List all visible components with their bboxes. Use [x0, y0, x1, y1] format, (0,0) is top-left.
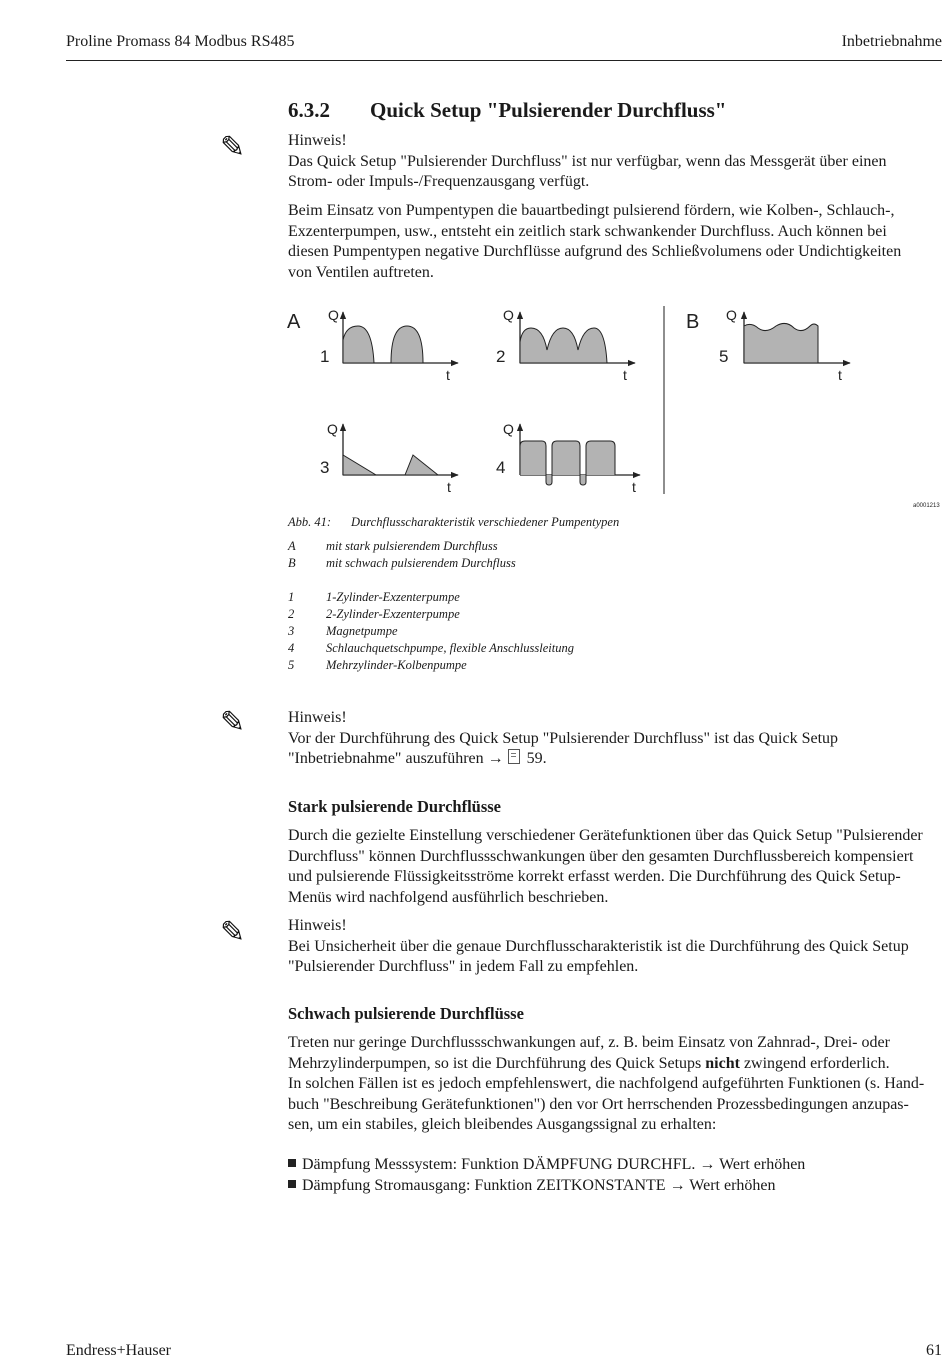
- note-1-line: Strom- oder Impuls-/Frequenzausgang verfügt.: [288, 173, 590, 190]
- paragraph-line: Durchfluss" können Durchflussschwankungen über den gesamten Durchflussbereich kompensiert: [288, 847, 914, 865]
- strong-pulsation-heading: Stark pulsierende Durchflüsse: [288, 797, 502, 816]
- legend-text: mit stark pulsierendem Durchfluss: [326, 539, 498, 553]
- note-1-label: Hinweis!: [288, 132, 347, 149]
- note-1-line: Das Quick Setup "Pulsierender Durchfluss" ist nur verfügbar, wenn das Messgerät über einen: [288, 152, 887, 170]
- legend-key: 5: [288, 658, 295, 672]
- legend-item-row: [288, 624, 398, 639]
- bullet-item: [288, 1155, 943, 1176]
- plot-2: [496, 307, 635, 383]
- axis-t-label: t: [632, 479, 636, 495]
- axis-q-label: Q: [503, 307, 514, 323]
- bullet-square-icon: [288, 1180, 296, 1188]
- paragraph-line: Treten nur geringe Durchflussschwankungen auf, z. B. beim Einsatz von Zahnrad-, Drei- oder: [288, 1034, 890, 1051]
- bullet-list: [288, 1155, 943, 1196]
- legend-group-row: [288, 539, 498, 554]
- plot-1: [320, 307, 458, 383]
- bullet-item: [288, 1176, 943, 1197]
- footer-brand: Endress+Hauser: [66, 1342, 171, 1359]
- legend-key: 4: [288, 641, 295, 655]
- legend-group-row: [288, 556, 516, 571]
- intro-line: Exzenterpumpen, usw., entsteht ein zeitlich stark schwankender Durchfluss. Auch können bei: [288, 222, 887, 240]
- group-a-label: A: [287, 311, 301, 333]
- paragraph-line: Menüs wird nachfolgend ausführlich beschrieben.: [288, 888, 609, 906]
- paragraph-line: In solchen Fällen ist es jedoch empfehlenswert, die nachfolgend aufgeführten Funktionen (s. Hand-: [288, 1075, 925, 1092]
- note-2-label: Hinweis!: [288, 709, 347, 726]
- bullet-text: Dämpfung Stromausgang: Funktion ZEITKONSTANTE → Wert erhöhen: [302, 1176, 776, 1194]
- axis-q-label: Q: [726, 307, 737, 323]
- axis-q-label: Q: [327, 421, 338, 437]
- legend-key: B: [288, 556, 296, 570]
- axis-t-label: t: [623, 367, 627, 383]
- legend-text: 1-Zylinder-Exzenterpumpe: [326, 590, 460, 604]
- pencil-icon: ✎: [220, 131, 246, 164]
- header-title: Proline Promass 84 Modbus RS485: [66, 33, 295, 50]
- legend-key: 1: [288, 590, 295, 604]
- page-number: 61: [926, 1342, 942, 1359]
- section-number: 6.3.2: [288, 98, 330, 122]
- intro-line: diesen Pumpentypen negative Durchflüsse aufgrund des Schließvolumens oder Undichtigkeiten: [288, 243, 902, 260]
- legend-text: mit schwach pulsierendem Durchfluss: [326, 556, 516, 570]
- pencil-icon: ✎: [220, 916, 246, 949]
- pump-number-4: 4: [496, 458, 506, 477]
- legend-item-row: [288, 658, 467, 673]
- plot-4: [496, 421, 640, 495]
- note-2-text: "Inbetriebnahme" auszuführen →: [288, 750, 508, 767]
- axis-q-label: Q: [503, 421, 514, 437]
- note-2-line: [288, 749, 943, 770]
- pump-number-1: 1: [320, 347, 330, 366]
- legend-item-row: [288, 607, 460, 622]
- weak-pulsation-heading: Schwach pulsierende Durchflüsse: [288, 1004, 524, 1023]
- bullet-text: Dämpfung Messsystem: Funktion DÄMPFUNG DURCHFL. → Wert erhöhen: [302, 1156, 806, 1173]
- legend-text: Schlauchquetschpumpe, flexible Anschlussleitung: [326, 641, 574, 655]
- legend-item-row: [288, 590, 460, 605]
- legend-text: 2-Zylinder-Exzenterpumpe: [326, 607, 460, 621]
- legend-item-row: [288, 641, 574, 656]
- axis-t-label: t: [838, 367, 842, 383]
- paragraph-text: zwingend erforderlich.: [739, 1054, 890, 1072]
- plot-3: [320, 421, 458, 495]
- note-3: [288, 916, 943, 978]
- note-3-line: "Pulsierender Durchfluss" in jedem Fall zu empfehlen.: [288, 958, 639, 975]
- legend-key: A: [288, 539, 296, 553]
- figure-caption-number: Abb. 41:: [288, 515, 332, 529]
- note-2-line: Vor der Durchführung des Quick Setup "Pulsierender Durchfluss" ist das Quick Setup: [288, 729, 839, 747]
- axis-t-label: t: [447, 479, 451, 495]
- paragraph-line: sen, um ein stabiles, gleich bleibendes Ausgangssignal zu erhalten:: [288, 1116, 717, 1133]
- intro-line: Beim Einsatz von Pumpentypen die bauartbedingt pulsierend fördern, wie Kolben-, Schlauch-,: [288, 202, 895, 219]
- axis-q-label: Q: [328, 307, 339, 323]
- page-reference-link[interactable]: 59.: [526, 750, 547, 767]
- group-b-label: B: [686, 311, 700, 333]
- weak-pulsation-paragraph: [288, 1033, 943, 1136]
- note-3-line: Bei Unsicherheit über die genaue Durchflusscharakteristik ist die Durchführung des Quick Setup: [288, 937, 909, 955]
- axis-t-label: t: [446, 367, 450, 383]
- paragraph-line: Durch die gezielte Einstellung verschiedener Gerätefunktionen über das Quick Setup "Pulsierender: [288, 827, 923, 844]
- legend-key: 2: [288, 607, 295, 621]
- page-icon: [508, 749, 520, 764]
- paragraph-line: buch "Beschreibung Gerätefunktionen") den vor Ort herrschenden Prozessbedingungen anzupas-: [288, 1095, 909, 1113]
- emphasis-text: nicht: [705, 1054, 740, 1072]
- pencil-icon: ✎: [220, 706, 246, 739]
- plot-5: [719, 307, 850, 383]
- section-title: Quick Setup "Pulsierender Durchfluss": [370, 98, 727, 122]
- legend-key: 3: [288, 624, 295, 638]
- bullet-square-icon: [288, 1159, 296, 1167]
- strong-pulsation-paragraph: [288, 826, 943, 908]
- pump-number-5: 5: [719, 347, 729, 366]
- paragraph-text: Mehrzylinderpumpen, so ist die Durchführung des Quick Setups: [288, 1054, 706, 1072]
- intro-line: von Ventilen auftreten.: [288, 263, 434, 281]
- pump-number-3: 3: [320, 458, 330, 477]
- pump-number-2: 2: [496, 347, 506, 366]
- figure-caption-text: Durchflusscharakteristik verschiedener Pumpentypen: [351, 515, 620, 529]
- figure-code: a0001213: [913, 503, 940, 509]
- legend-text: Magnetpumpe: [326, 624, 398, 638]
- note-2: [288, 708, 943, 770]
- header-chapter: Inbetriebnahme: [841, 33, 942, 50]
- legend-text: Mehrzylinder-Kolbenpumpe: [326, 658, 467, 672]
- paragraph-line: [288, 1054, 943, 1075]
- note-3-label: Hinweis!: [288, 917, 347, 934]
- paragraph-line: und pulsierende Flüssigkeitsströme korrekt erfasst werden. Die Durchführung des Quick Setup-: [288, 868, 901, 885]
